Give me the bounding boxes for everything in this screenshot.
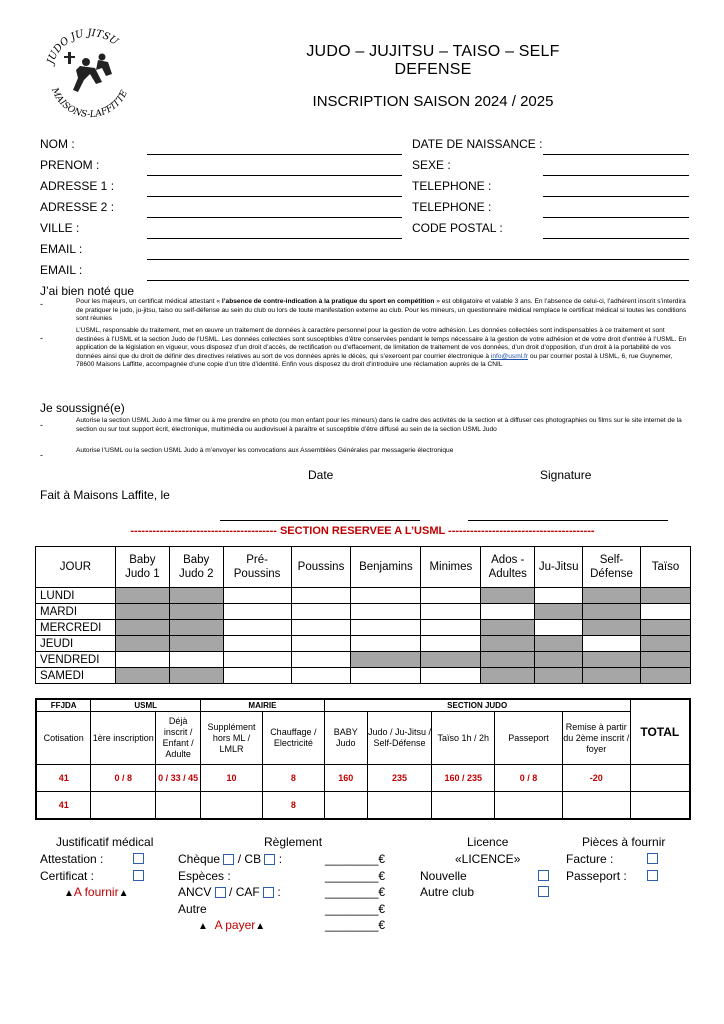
column-header: Poussins: [291, 547, 351, 588]
nouvelle-checkbox[interactable]: [538, 870, 549, 881]
slot-cell: [641, 620, 691, 636]
fee-entry[interactable]: [324, 792, 367, 820]
nouvelle-label: Nouvelle: [420, 869, 467, 883]
fee-header: Remise à partir du 2ème inscrit / foyer: [562, 712, 630, 765]
slot-cell[interactable]: [115, 652, 169, 668]
label-email2: EMAIL :: [40, 263, 83, 277]
label-adresse1: ADRESSE 1 :: [40, 179, 115, 193]
fee-entry[interactable]: [432, 792, 495, 820]
facture-checkbox[interactable]: [647, 853, 658, 864]
fees-entry-row: [36, 792, 690, 820]
slot-cell: [115, 620, 169, 636]
amount-field-cheque[interactable]: ________€: [325, 852, 386, 866]
bien-note-title: J’ai bien noté que: [40, 284, 135, 298]
passeport-checkbox[interactable]: [647, 870, 658, 881]
schedule-row: [36, 652, 691, 668]
column-header: Ados - Adultes: [481, 547, 535, 588]
slot-cell: [169, 620, 223, 636]
slot-cell: [535, 652, 583, 668]
bullet-dash: -: [40, 450, 43, 460]
fee-header: Cotisation: [36, 712, 91, 765]
slot-cell[interactable]: [223, 652, 291, 668]
fee-header: BABY Judo: [324, 712, 367, 765]
slot-cell[interactable]: [421, 604, 481, 620]
warning-icon: ▲: [198, 921, 208, 932]
amount-field-especes[interactable]: ________€: [325, 869, 386, 883]
column-header: Benjamins: [351, 547, 421, 588]
fees-table: [35, 698, 691, 820]
slot-cell[interactable]: [223, 620, 291, 636]
slot-cell: [421, 652, 481, 668]
slot-cell: [583, 588, 641, 604]
cheque-cb-row: Chèque / CB :: [178, 852, 283, 866]
slot-cell: [115, 668, 169, 684]
caf-checkbox[interactable]: [263, 887, 274, 898]
schedule-row: [36, 620, 691, 636]
slot-cell[interactable]: [291, 604, 351, 620]
fee-header: Déjà inscrit / Enfant / Adulte: [156, 712, 201, 765]
section-reserved-header: ---------------------------------------- SECTION RESERVEE A L’USML ----------------------------------------: [130, 525, 595, 537]
slot-cell: [481, 652, 535, 668]
label-sexe: SEXE :: [412, 158, 451, 172]
amount-field-ancv[interactable]: ________€: [325, 885, 386, 899]
bien-note-paragraph-1: Pour les majeurs, un certificat médical attestant « l’absence de contre-indication à la pratique du sport en compétition » est obligatoire et valable 3 ans. En l’absence de celui-ci, l’adhérent inscrit s’interdira de pratiquer le judo, ju-jitsu, taiso ou self-défense au sein du club ou lors de toute manifestation externe au club. Pour les mineurs, un questionnaire médical remplace le certificat médical si toutes les conditions sont réunies: [76, 298, 687, 323]
slot-cell: [583, 668, 641, 684]
especes-label: Espèces :: [178, 869, 231, 883]
licence-title: Licence: [467, 835, 509, 849]
schedule-header-row: [36, 547, 691, 588]
total-label: TOTAL: [630, 699, 690, 765]
email-link[interactable]: info@usml.fr: [490, 352, 529, 360]
group-header: SECTION JUDO: [324, 699, 630, 712]
schedule-row: [36, 588, 691, 604]
slot-cell[interactable]: [421, 620, 481, 636]
warning-icon: ▲: [64, 888, 74, 899]
svg-text:MAISONS-LAFFITTE: [49, 86, 131, 121]
certificat-checkbox[interactable]: [133, 870, 144, 881]
soussigne-paragraph-1: Autorise la section USML Judo à me filmer ou à me prendre en photo (ou mon enfant pour les mineurs) dans le cadre des activités de la section et à diffuser ces photographies ou films sur le site internet de la section ou sur tout support écrit, électronique, multimédia ou audiovisuel à paraître et susceptible d’être diffusé au sein de la section USML Judo: [76, 417, 682, 433]
fee-header: Chauffage / Electricité: [262, 712, 324, 765]
label-email1: EMAIL :: [40, 242, 83, 256]
group-header: USML: [91, 699, 201, 712]
fee-value: 160: [324, 765, 367, 792]
slot-cell: [535, 604, 583, 620]
amount-field-a-payer[interactable]: ________€: [325, 918, 386, 932]
ancv-checkbox[interactable]: [215, 887, 226, 898]
fee-value: 10: [201, 765, 263, 792]
slot-cell[interactable]: [481, 604, 535, 620]
slot-cell: [535, 668, 583, 684]
slot-cell[interactable]: [535, 620, 583, 636]
label-tel2: TELEPHONE :: [412, 200, 492, 214]
fee-value: 0 / 8: [495, 765, 563, 792]
slot-cell[interactable]: [421, 588, 481, 604]
slot-cell: [481, 620, 535, 636]
column-header: Minimes: [421, 547, 481, 588]
fee-header: Supplément hors ML / LMLR: [201, 712, 263, 765]
passeport-label: Passeport :: [566, 869, 627, 883]
slot-cell: [481, 588, 535, 604]
label-ville: VILLE :: [40, 221, 80, 235]
slot-cell: [641, 588, 691, 604]
column-header: Self-Défense: [583, 547, 641, 588]
slot-cell: [583, 620, 641, 636]
form-title: JUDO – JUJITSU – TAISO – SELF DEFENSE: [306, 43, 560, 78]
slot-cell[interactable]: [351, 636, 421, 652]
day-label: VENDREDI: [36, 652, 116, 668]
fee-header: Taïso 1h / 2h: [432, 712, 495, 765]
column-header: Baby Judo 2: [169, 547, 223, 588]
slot-cell[interactable]: [223, 604, 291, 620]
fee-entry[interactable]: [91, 792, 156, 820]
fee-value: 8: [262, 765, 324, 792]
slot-cell[interactable]: [583, 636, 641, 652]
field-nom[interactable]: [147, 154, 402, 155]
soussigne-title: Je soussigné(e): [40, 401, 125, 415]
logo-text-top: JUDO JU JITSU: [45, 27, 120, 66]
fee-entry[interactable]: 8: [262, 792, 324, 820]
slot-cell: [115, 588, 169, 604]
group-header: FFJDA: [36, 699, 91, 712]
fee-entry[interactable]: [495, 792, 563, 820]
warning-icon: ▲: [118, 888, 129, 899]
slot-cell: [641, 668, 691, 684]
signature-label: Signature: [540, 468, 592, 482]
warning-icon: ▲: [255, 921, 266, 932]
slot-cell: [481, 668, 535, 684]
column-header: Pré-Poussins: [223, 547, 291, 588]
fee-entry[interactable]: 41: [36, 792, 91, 820]
soussigne-paragraph-2: Autorise l’USML ou la section USML Judo à m’envoyer les convocations aux Assemblées Générales par messagerie électronique: [76, 447, 454, 454]
fee-value: 41: [36, 765, 91, 792]
column-header: Taïso: [641, 547, 691, 588]
field-naissance[interactable]: [543, 154, 689, 155]
amount-field-autre[interactable]: ________€: [325, 902, 386, 916]
day-label: MARDI: [36, 604, 116, 620]
fee-value: 0 / 33 / 45: [156, 765, 201, 792]
slot-cell[interactable]: [291, 588, 351, 604]
slot-cell[interactable]: [291, 668, 351, 684]
bien-note-paragraph-2: L’USML, responsable du traitement, met en œuvre un traitement de données à caractère personnel pour la gestion de votre adhésion. Les données collectées sont indispensables à ce traitement et sont destinées à l’USML et la section Judo de l’USML. Les données collectées sont susceptibles d’être conservées pendant le temps nécessaire à la gestion de votre adhésion et de votre droit d’entrée à l’USML. En application de la législation en vigueur, vous disposez d’un droit d’accès, de rectification ou d’effacement, de limitation de traitement de vos données, d’un droit d’opposition, d’un droit à la portabilité de vos données ainsi que du droit de définir des directives relatives au sort de vos données après le décès, qui s’exercent par courrier électronique à info@usml.fr ou par courrier postal à USML, 6, rue Guynemer, 78600 Maisons Laffitte, accompagnée d’une copie d’un titre d’identité. Enfin vous disposez du droit d’introduire une réclamation auprès de la CNIL: [76, 327, 687, 369]
schedule-row: [36, 636, 691, 652]
fee-value: 0 / 8: [91, 765, 156, 792]
slot-cell: [115, 604, 169, 620]
label-adresse2: ADRESSE 2 :: [40, 200, 115, 214]
fee-header: 1ère inscription: [91, 712, 156, 765]
fait-label: Fait à Maisons Laffite, le: [40, 488, 170, 502]
fee-entry[interactable]: [201, 792, 263, 820]
signature-field[interactable]: [468, 520, 668, 521]
slot-cell[interactable]: [351, 588, 421, 604]
total-entry[interactable]: [630, 792, 690, 820]
day-label: SAMEDI: [36, 668, 116, 684]
group-header: MAIRIE: [201, 699, 325, 712]
slot-cell[interactable]: [169, 652, 223, 668]
attestation-checkbox[interactable]: [133, 853, 144, 864]
attestation-label: Attestation :: [40, 852, 104, 866]
day-label: MERCREDI: [36, 620, 116, 636]
slot-cell[interactable]: [291, 620, 351, 636]
slot-cell[interactable]: [351, 620, 421, 636]
pieces-title: Pièces à fournir: [582, 835, 666, 849]
fee-entry[interactable]: [562, 792, 630, 820]
certificat-label: Certificat :: [40, 869, 95, 883]
date-label: Date: [308, 468, 334, 482]
slot-cell[interactable]: [641, 604, 691, 620]
slot-cell: [169, 668, 223, 684]
slot-cell[interactable]: [291, 652, 351, 668]
autre-club-checkbox[interactable]: [538, 886, 549, 897]
slot-cell: [351, 652, 421, 668]
field-adresse1[interactable]: [147, 196, 402, 197]
facture-label: Facture :: [566, 852, 614, 866]
label-prenom: PRENOM :: [40, 158, 100, 172]
date-field[interactable]: [220, 520, 420, 521]
slot-cell[interactable]: [535, 588, 583, 604]
column-header: Baby Judo 1: [115, 547, 169, 588]
slot-cell: [169, 636, 223, 652]
day-label: LUNDI: [36, 588, 116, 604]
club-logo: [40, 22, 140, 122]
slot-cell[interactable]: [351, 604, 421, 620]
slot-cell[interactable]: [351, 668, 421, 684]
slot-cell: [169, 588, 223, 604]
a-fournir-note: ▲A fournir▲: [64, 885, 129, 899]
fees-value-row: [36, 765, 690, 792]
label-cp: CODE POSTAL :: [412, 221, 503, 235]
ancv-caf-row: ANCV / CAF :: [178, 885, 281, 899]
field-sexe[interactable]: [543, 175, 689, 176]
fee-entry[interactable]: [367, 792, 432, 820]
reglement-title: Règlement: [264, 835, 323, 849]
slot-cell[interactable]: [421, 668, 481, 684]
field-prenom[interactable]: [147, 175, 402, 176]
licence-number: «LICENCE»: [455, 852, 521, 866]
bullet-dash: -: [40, 299, 43, 309]
bullet-dash: -: [40, 420, 43, 430]
schedule-row: [36, 668, 691, 684]
fee-value: -20: [562, 765, 630, 792]
day-label: JEUDI: [36, 636, 116, 652]
fee-entry[interactable]: [156, 792, 201, 820]
column-header: Ju-Jitsu: [535, 547, 583, 588]
field-cp[interactable]: [543, 238, 689, 239]
field-email1[interactable]: [147, 259, 689, 260]
justif-title: Justificatif médical: [56, 835, 154, 849]
autre-label: Autre: [178, 902, 207, 916]
slot-cell[interactable]: [291, 636, 351, 652]
logo-text-bottom: MAISONS-LAFFITTE: [48, 86, 130, 121]
field-ville[interactable]: [147, 238, 402, 239]
fees-header-row: [36, 712, 690, 765]
a-payer-note: ▲ A payer▲: [198, 918, 266, 932]
slot-cell: [583, 604, 641, 620]
cb-checkbox[interactable]: [264, 854, 275, 865]
fee-value: 160 / 235: [432, 765, 495, 792]
bullet-dash: -: [40, 333, 43, 343]
slot-cell[interactable]: [223, 668, 291, 684]
field-tel2[interactable]: [543, 217, 689, 218]
form-subtitle: INSCRIPTION SAISON 2024 / 2025: [312, 93, 554, 110]
schedule-row: [36, 604, 691, 620]
slot-cell: [641, 652, 691, 668]
fee-value: 235: [367, 765, 432, 792]
fees-group-row: [36, 699, 690, 712]
field-email2[interactable]: [147, 280, 689, 281]
slot-cell[interactable]: [223, 588, 291, 604]
schedule-table: [35, 546, 691, 684]
slot-cell: [641, 636, 691, 652]
total-cell[interactable]: [630, 765, 690, 792]
slot-cell: [115, 636, 169, 652]
fee-header: Passeport: [495, 712, 563, 765]
label-nom: NOM :: [40, 137, 75, 151]
slot-cell: [169, 604, 223, 620]
cheque-checkbox[interactable]: [223, 854, 234, 865]
slot-cell[interactable]: [421, 636, 481, 652]
autre-club-label: Autre club: [420, 885, 475, 899]
slot-cell: [481, 636, 535, 652]
field-adresse2[interactable]: [147, 217, 402, 218]
slot-cell[interactable]: [223, 636, 291, 652]
fee-header: Judo / Ju-Jitsu / Self-Défense: [367, 712, 432, 765]
slot-cell: [535, 636, 583, 652]
slot-cell: [583, 652, 641, 668]
field-tel1[interactable]: [543, 196, 689, 197]
label-naissance: DATE DE NAISSANCE :: [412, 137, 543, 151]
column-header: JOUR: [36, 547, 116, 588]
label-tel1: TELEPHONE :: [412, 179, 492, 193]
